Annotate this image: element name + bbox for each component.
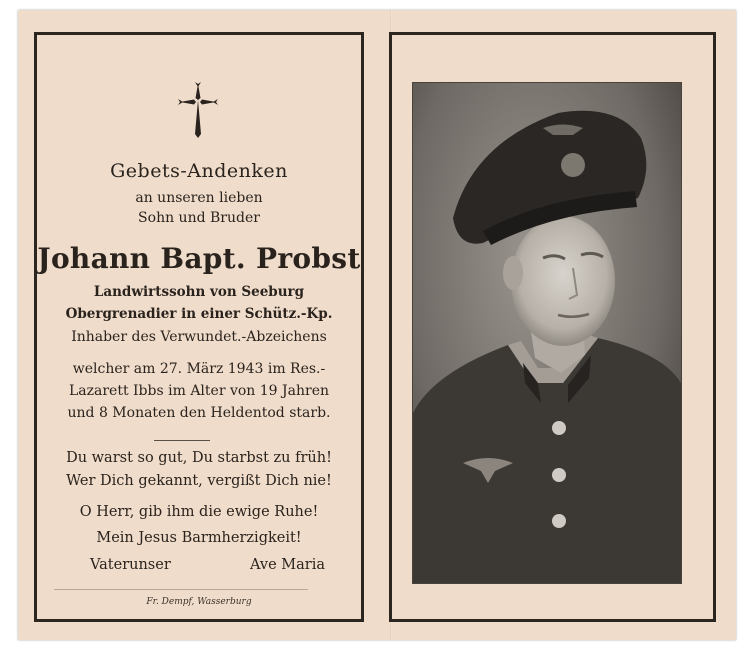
intro-line-2: Sohn und Bruder <box>138 210 260 226</box>
deceased-name: Johann Bapt. Probst <box>37 242 361 275</box>
descriptor-line-1: Landwirtssohn von Seeburg <box>93 284 305 300</box>
death-line-2: Lazarett Ibbs im Alter von 19 Jahren <box>68 383 330 399</box>
badge-line: Inhaber des Verwundet.-Abzeichens <box>71 329 327 345</box>
death-line-3: und 8 Monaten den Heldentod starb. <box>67 405 331 421</box>
death-line-1: welcher am 27. März 1943 im Res.- <box>72 361 326 377</box>
text-divider <box>154 440 210 441</box>
prayer-line-2: Mein Jesus Barmherzigkeit! <box>96 530 302 546</box>
prayer-left: Vaterunser <box>90 557 171 573</box>
prayer-line-1: O Herr, gib ihm die ewige Ruhe! <box>79 504 319 520</box>
intro-line-1: an unseren lieben <box>135 190 263 206</box>
footer-divider <box>54 589 308 590</box>
verse-line-1: Du warst so gut, Du starbst zu früh! <box>66 450 332 466</box>
card-heading: Gebets-Andenken <box>110 160 288 182</box>
portrait-photo <box>412 82 682 584</box>
descriptor-line-2: Obergrenadier in einer Schütz.-Kp. <box>65 306 333 322</box>
prayer-right: Ave Maria <box>250 557 325 573</box>
verse-line-2: Wer Dich gekannt, vergißt Dich nie! <box>66 473 332 489</box>
soldier-portrait <box>413 83 681 583</box>
memorial-card <box>18 10 736 640</box>
cross-icon <box>178 82 218 138</box>
printer-credit: Fr. Dempf, Wasserburg <box>146 597 252 607</box>
